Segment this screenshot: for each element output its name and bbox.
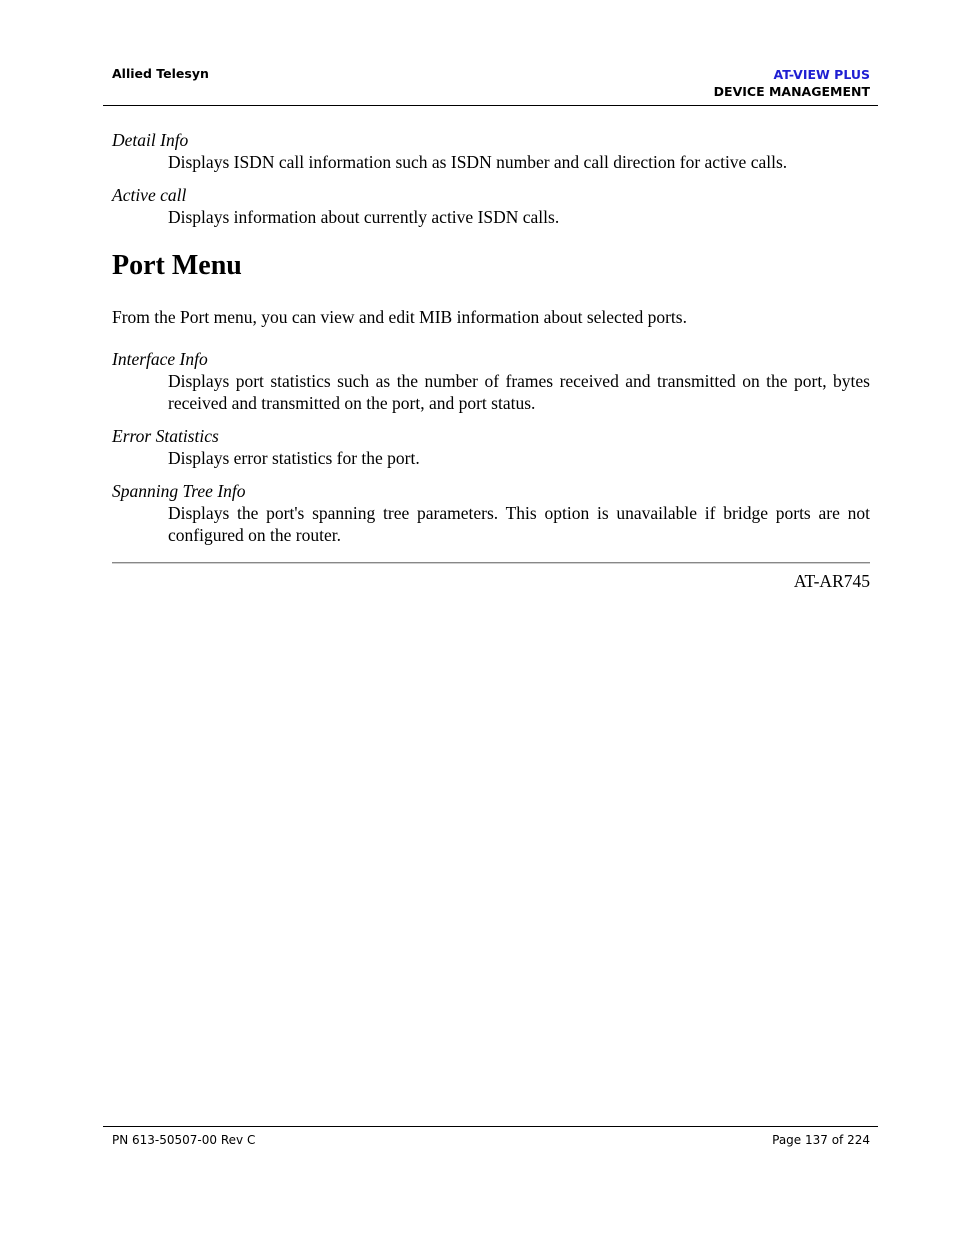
company-name: Allied Telesyn: [112, 66, 209, 81]
definition-text: Displays error statistics for the port.: [168, 448, 420, 468]
page-header: [103, 0, 878, 106]
page-footer: [103, 1126, 878, 1157]
definition-entry: [112, 481, 870, 546]
definition-term: Detail Info: [112, 130, 189, 150]
definition-text: Displays ISDN call information such as ISDN number and call direction for active calls.: [168, 152, 788, 172]
definition-entry: [112, 426, 870, 469]
part-number: PN 613-50507-00 Rev C: [112, 1133, 256, 1147]
definition-text: Displays information about currently active ISDN calls.: [168, 207, 560, 227]
definition-entry: [112, 130, 870, 173]
definition-entry: [112, 185, 870, 228]
document-title: [714, 66, 870, 100]
definition-term: Active call: [112, 185, 187, 205]
definition-term: Error Statistics: [112, 426, 219, 446]
definition-text: Displays the port's spanning tree parameters. This option is unavailable if bridge ports are not configured on the router.: [168, 503, 870, 545]
page-content: [112, 130, 870, 592]
definition-entry: [112, 349, 870, 414]
section-intro: From the Port menu, you can view and edit MIB information about selected ports.: [112, 307, 687, 327]
section-heading: Port Menu: [112, 250, 242, 281]
definition-term: Interface Info: [112, 349, 208, 369]
horizontal-rule: [112, 562, 870, 564]
product-name: AT-VIEW PLUS: [773, 67, 870, 82]
page-number: Page 137 of 224: [772, 1133, 870, 1147]
section-name: DEVICE MANAGEMENT: [713, 84, 870, 99]
definition-term: Spanning Tree Info: [112, 481, 246, 501]
definition-text: Displays port statistics such as the number of frames received and transmitted on the port, bytes received and transmitted on the port, and port status.: [168, 371, 870, 413]
model-label: AT-AR745: [793, 571, 870, 591]
